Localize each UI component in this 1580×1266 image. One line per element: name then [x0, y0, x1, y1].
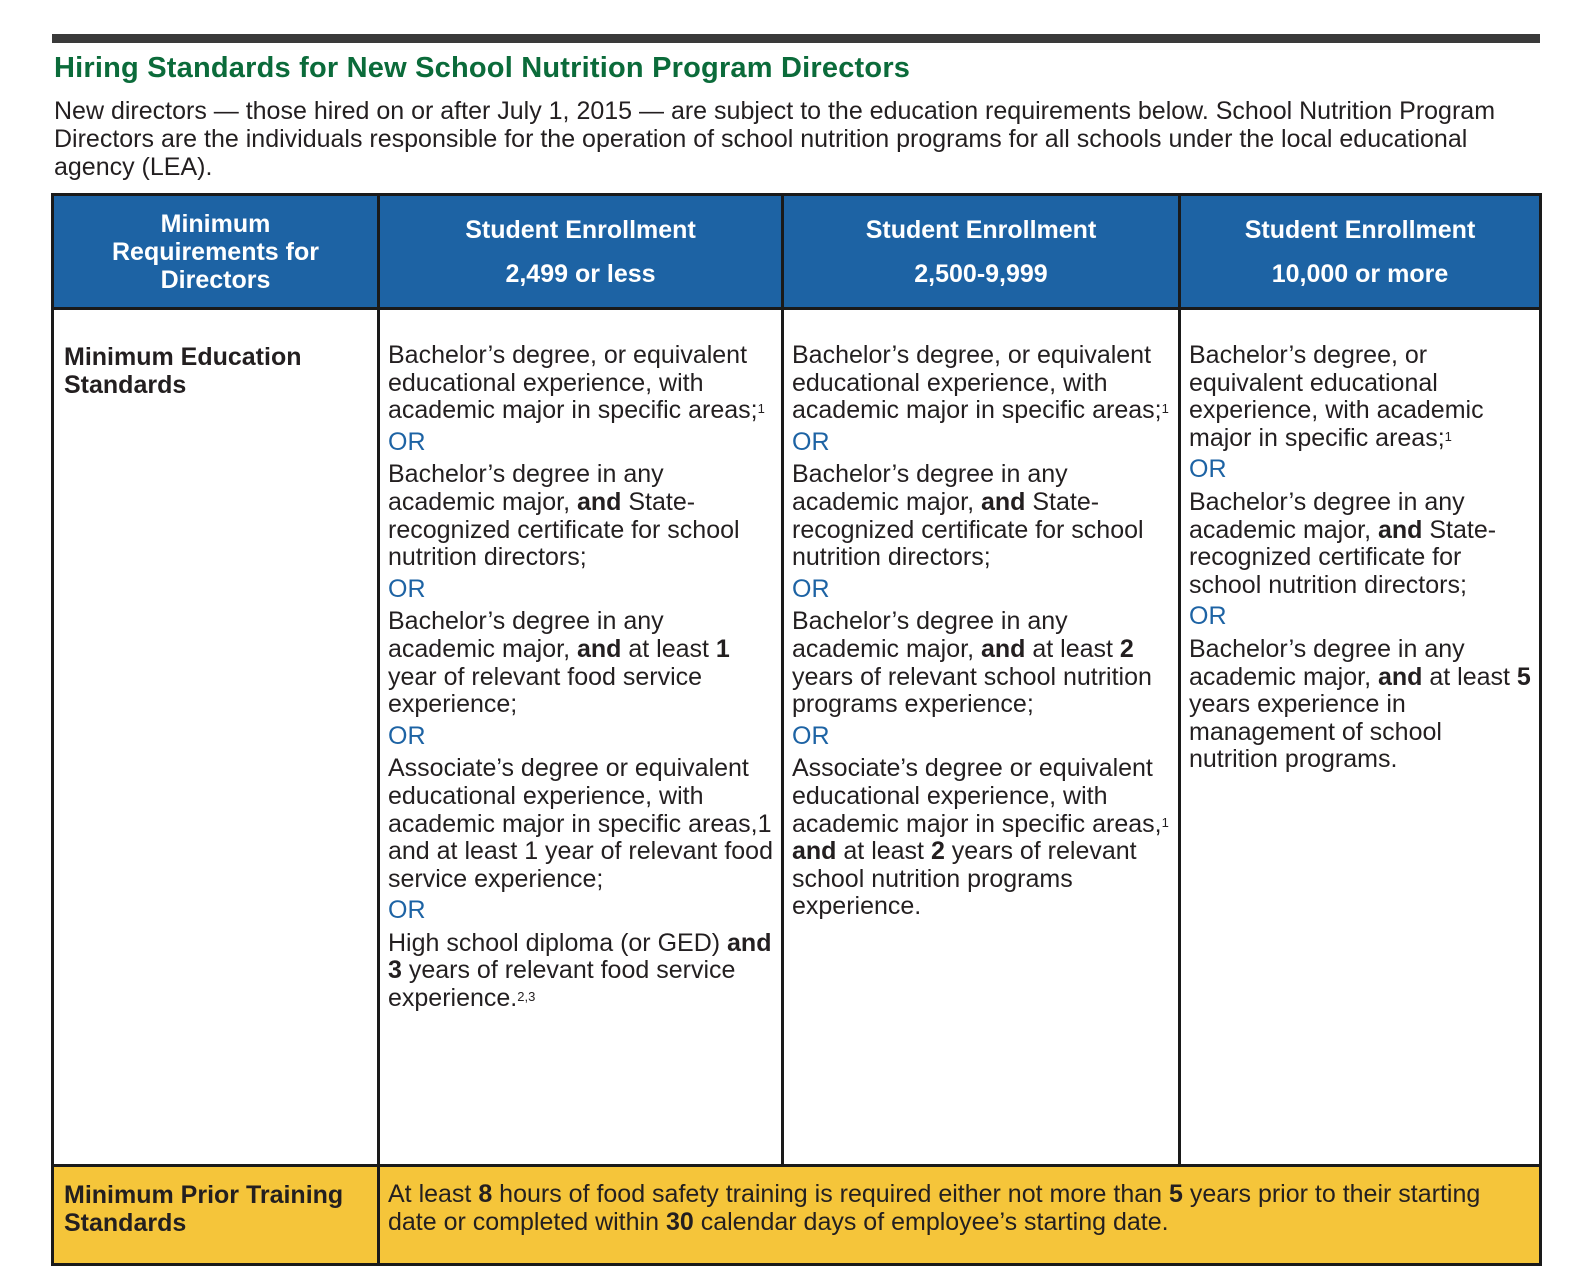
or-separator: OR: [1189, 602, 1227, 631]
or-separator: OR: [388, 721, 426, 750]
option-text: years experience in management of school nutrition programs.: [1189, 690, 1442, 774]
header-enrollment-label: Student Enrollment: [465, 215, 696, 244]
header-enrollment-large: [1180, 195, 1541, 309]
option-text: at least: [621, 634, 716, 663]
header-row: [53, 195, 1541, 309]
training-text: At least: [388, 1180, 479, 1208]
training-emphasis: 30: [665, 1207, 694, 1236]
training-text: hours of food safety training is required either not more than: [492, 1180, 1170, 1208]
training-text: calendar days of employee’s starting date.: [693, 1207, 1169, 1236]
footnote-ref: 1: [1444, 428, 1452, 444]
education-row: [53, 309, 1541, 1166]
or-separator: OR: [792, 574, 830, 603]
or-separator: OR: [792, 427, 830, 456]
option-text: years of relevant food service experience.: [388, 956, 736, 1013]
option-emphasis: and: [1377, 515, 1423, 544]
or-separator: OR: [388, 896, 426, 925]
option-emphasis: 5: [1516, 662, 1531, 691]
header-enrollment-range: 2,499 or less: [505, 259, 656, 288]
or-separator: OR: [1189, 455, 1227, 484]
requirement-option: [388, 608, 773, 718]
option-emphasis: and: [576, 634, 622, 663]
top-rule: [52, 34, 1540, 43]
requirement-option: [792, 461, 1170, 571]
requirement-option: [1189, 489, 1531, 599]
requirement-option: Associate’s degree or equivalent educational experience, with academic major in specific areas,1 and at least 1 year of relevant food service experience;: [388, 754, 773, 893]
header-enrollment-label: Student Enrollment: [1244, 215, 1476, 244]
option-text: Bachelor’s degree in any academic major,: [388, 460, 664, 516]
option-emphasis: 2: [930, 837, 945, 866]
option-text: Associate’s degree or equivalent educational experience, with academic major in specific areas,: [792, 754, 1162, 838]
option-emphasis: and: [576, 487, 622, 516]
option-text: years of relevant school nutrition programs experience.: [792, 837, 1137, 921]
option-emphasis: 2: [1119, 634, 1134, 663]
option-emphasis: and: [1377, 662, 1423, 691]
footnote-ref: 1: [757, 401, 765, 417]
option-text: at least: [1422, 662, 1517, 691]
header-enrollment-medium: [783, 195, 1180, 309]
requirement-option: [388, 342, 773, 425]
header-enrollment-label: Student Enrollment: [865, 215, 1097, 244]
option-text: State-recognized certificate for school nutrition directors;: [792, 487, 1144, 572]
standards-table: [51, 193, 1542, 1266]
requirement-option: [1189, 636, 1531, 774]
training-text: years prior to their starting date or completed within: [388, 1180, 1481, 1236]
requirement-option: [792, 755, 1170, 921]
requirement-option: [792, 608, 1170, 718]
requirement-option: [1189, 342, 1531, 452]
option-text: Bachelor’s degree in any academic major,: [1189, 487, 1465, 544]
option-text: Bachelor’s degree in any academic major,: [792, 460, 1068, 516]
header-requirements: [53, 195, 379, 309]
option-text: State-recognized certificate for school nutrition directors;: [388, 487, 740, 572]
footnote-ref: 1: [1161, 814, 1169, 830]
requirement-option: [388, 930, 773, 1013]
or-separator: OR: [388, 427, 426, 456]
option-text: State-recognized certificate for school nutrition directors;: [1189, 515, 1497, 599]
footnote-ref: 2,3: [517, 989, 536, 1005]
education-small-cell: [379, 309, 783, 1166]
option-text: Bachelor’s degree, or equivalent educational experience, with academic major in specific areas;: [792, 341, 1162, 425]
requirement-option: [388, 461, 773, 571]
option-text: Bachelor’s degree in any academic major,: [388, 607, 664, 663]
page-title: Hiring Standards for New School Nutrition Program Directors: [54, 52, 911, 84]
header-enrollment-small: [379, 195, 783, 309]
education-label: Minimum Education Standards: [53, 309, 379, 1166]
option-text: years of relevant school nutrition programs experience;: [792, 662, 1152, 719]
header-enrollment-range: 2,500-9,999: [914, 259, 1048, 288]
training-label: Minimum Prior Training Standards: [53, 1166, 379, 1265]
footnote-ref: 1: [1161, 401, 1169, 417]
option-text: Bachelor’s degree in any academic major,: [1189, 634, 1465, 691]
option-emphasis: and: [980, 634, 1026, 663]
option-emphasis: and: [980, 487, 1026, 516]
option-text: High school diploma (or GED): [388, 928, 728, 957]
header-enrollment-range: 10,000 or more: [1271, 259, 1449, 288]
training-emphasis: 8: [478, 1180, 493, 1208]
option-emphasis: and 3: [388, 928, 772, 985]
education-medium-cell: [783, 309, 1180, 1166]
option-emphasis: 1: [715, 634, 730, 663]
intro-paragraph: New directors — those hired on or after July 1, 2015 — are subject to the education requirements below. School Nutrition Program Directors are the individuals responsible for the operation of school nutrition programs for all schools under the local educational agency (LEA).: [54, 97, 1496, 181]
or-separator: OR: [388, 574, 426, 603]
header-requirements-label: Minimum Requirements for Directors: [112, 209, 319, 294]
education-large-cell: [1180, 309, 1541, 1166]
requirement-option: [792, 342, 1170, 425]
option-text: at least: [1025, 634, 1120, 663]
option-text: year of relevant food service experience;: [388, 662, 703, 719]
training-emphasis: 5: [1169, 1180, 1183, 1208]
option-text: Bachelor’s degree, or equivalent educational experience, with academic major in specific areas;: [1189, 341, 1484, 452]
or-separator: OR: [792, 721, 830, 750]
option-text: at least: [836, 837, 931, 866]
option-text: Bachelor’s degree, or equivalent educational experience, with academic major in specific areas;: [388, 341, 758, 425]
option-text: Bachelor’s degree in any academic major,: [792, 607, 1068, 663]
option-emphasis: and: [792, 837, 837, 866]
